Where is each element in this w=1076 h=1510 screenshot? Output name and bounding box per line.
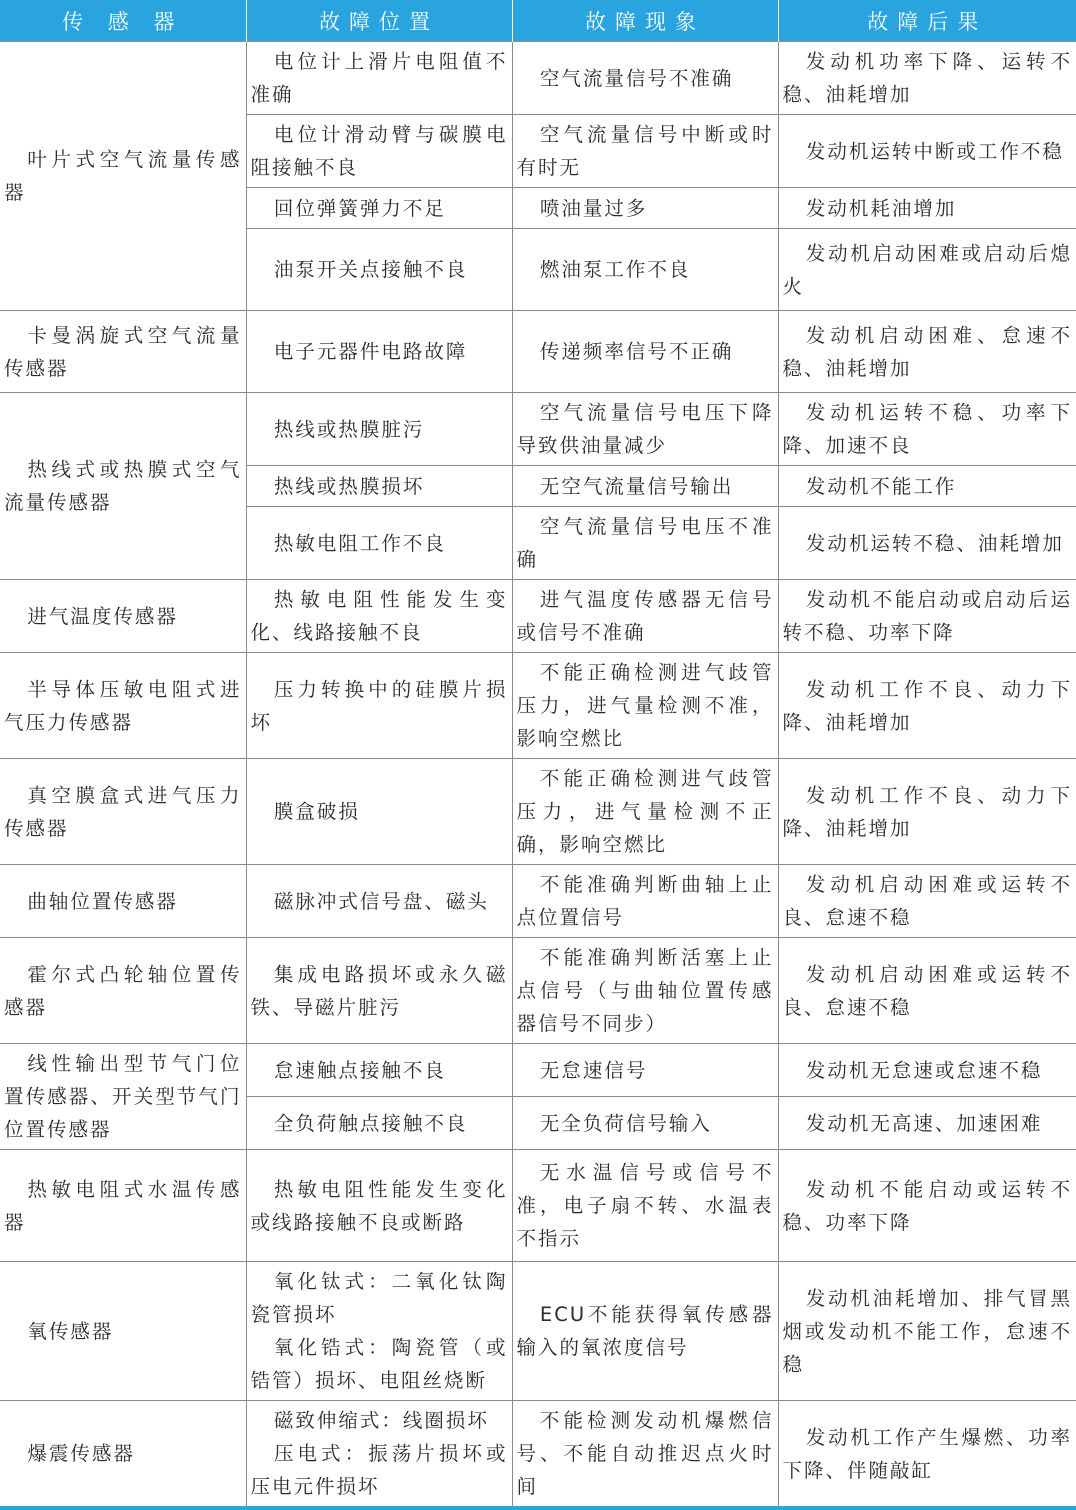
sensor-cell: 半导体压敏电阻式进气压力传感器	[0, 653, 246, 759]
table-body	[0, 42, 1076, 1509]
table-row	[0, 1150, 1076, 1262]
fault-location-cell: 热敏电阻工作不良	[246, 507, 512, 580]
header-row	[0, 0, 1076, 42]
table-row	[0, 865, 1076, 938]
fault-phenomenon-cell: 燃油泵工作不良	[512, 229, 778, 311]
sensor-cell: 叶片式空气流量传感器	[0, 42, 246, 311]
fault-consequence-cell: 发动机运转不稳、油耗增加	[778, 507, 1076, 580]
fault-phenomenon-cell: ECU不能获得氧传感器输入的氧浓度信号	[512, 1262, 778, 1401]
sensor-cell: 霍尔式凸轮轴位置传感器	[0, 938, 246, 1044]
fault-location-cell: 电子元器件电路故障	[246, 311, 512, 393]
fault-consequence-cell: 发动机无怠速或怠速不稳	[778, 1044, 1076, 1097]
table-row	[0, 938, 1076, 1044]
fault-location-cell: 全负荷触点接触不良	[246, 1097, 512, 1150]
fault-consequence-cell: 发动机不能启动或启动后运转不稳、功率下降	[778, 580, 1076, 653]
fault-phenomenon-cell: 不能正确检测进气歧管压力，进气量检测不准，影响空燃比	[512, 653, 778, 759]
sensor-cell: 热敏电阻式水温传感器	[0, 1150, 246, 1262]
fault-location-line: 氧化钛式：二氧化钛陶瓷管损坏	[250, 1270, 508, 1326]
fault-location-cell: 膜盒破损	[246, 759, 512, 865]
fault-location-cell: 怠速触点接触不良	[246, 1044, 512, 1097]
table-row	[0, 311, 1076, 393]
fault-location-cell: 回位弹簧弹力不足	[246, 188, 512, 229]
fault-phenomenon-cell: 进气温度传感器无信号或信号不准确	[512, 580, 778, 653]
fault-location-cell	[246, 1401, 512, 1509]
sensor-cell: 卡曼涡旋式空气流量传感器	[0, 311, 246, 393]
sensor-cell: 曲轴位置传感器	[0, 865, 246, 938]
fault-location-cell: 电位计上滑片电阻值不准确	[246, 42, 512, 115]
table-row	[0, 1262, 1076, 1401]
fault-phenomenon-cell: 空气流量信号电压下降导致供油量减少	[512, 393, 778, 466]
fault-phenomenon-cell: 空气流量信号电压不准确	[512, 507, 778, 580]
sensor-cell: 氧传感器	[0, 1262, 246, 1401]
fault-consequence-cell: 发动机工作不良、动力下降、油耗增加	[778, 759, 1076, 865]
fault-location-cell: 电位计滑动臂与碳膜电阻接触不良	[246, 115, 512, 188]
fault-consequence-cell: 发动机耗油增加	[778, 188, 1076, 229]
fault-phenomenon-cell: 无空气流量信号输出	[512, 466, 778, 507]
sensor-cell: 进气温度传感器	[0, 580, 246, 653]
header-fault-location: 故障位置	[246, 0, 512, 42]
header-fault-phenomenon: 故障现象	[512, 0, 778, 42]
fault-location-cell: 热线或热膜损坏	[246, 466, 512, 507]
fault-consequence-cell: 发动机工作产生爆燃、功率下降、伴随敲缸	[778, 1401, 1076, 1509]
fault-phenomenon-cell: 传递频率信号不正确	[512, 311, 778, 393]
table-row	[0, 393, 1076, 466]
table-row	[0, 580, 1076, 653]
fault-consequence-cell: 发动机工作不良、动力下降、油耗增加	[778, 653, 1076, 759]
fault-consequence-cell: 发动机启动困难、怠速不稳、油耗增加	[778, 311, 1076, 393]
fault-phenomenon-cell: 无怠速信号	[512, 1044, 778, 1097]
sensor-cell: 真空膜盒式进气压力传感器	[0, 759, 246, 865]
fault-consequence-cell: 发动机启动困难或运转不良、怠速不稳	[778, 938, 1076, 1044]
fault-location-line: 压电式：振荡片损坏或压电元件损坏	[250, 1442, 508, 1498]
fault-location-cell: 压力转换中的硅膜片损坏	[246, 653, 512, 759]
fault-consequence-cell: 发动机功率下降、运转不稳、油耗增加	[778, 42, 1076, 115]
fault-location-line: 氧化锆式：陶瓷管（或锆管）损坏、电阻丝烧断	[250, 1336, 508, 1392]
fault-consequence-cell: 发动机运转中断或工作不稳	[778, 115, 1076, 188]
fault-consequence-cell: 发动机不能启动或运转不稳、功率下降	[778, 1150, 1076, 1262]
table-row	[0, 653, 1076, 759]
fault-phenomenon-cell: 不能准确判断活塞上止点信号（与曲轴位置传感器信号不同步）	[512, 938, 778, 1044]
fault-phenomenon-cell: 不能正确检测进气歧管压力，进气量检测不正确，影响空燃比	[512, 759, 778, 865]
table-row	[0, 42, 1076, 115]
table-header	[0, 0, 1076, 42]
fault-location-cell: 热敏电阻性能发生变化、线路接触不良	[246, 580, 512, 653]
fault-phenomenon-cell: 空气流量信号中断或时有时无	[512, 115, 778, 188]
sensor-cell: 线性输出型节气门位置传感器、开关型节气门位置传感器	[0, 1044, 246, 1150]
fault-phenomenon-cell: 空气流量信号不准确	[512, 42, 778, 115]
fault-phenomenon-cell: 无全负荷信号输入	[512, 1097, 778, 1150]
fault-phenomenon-cell: 不能准确判断曲轴上止点位置信号	[512, 865, 778, 938]
sensor-cell: 热线式或热膜式空气流量传感器	[0, 393, 246, 580]
fault-phenomenon-cell: 喷油量过多	[512, 188, 778, 229]
fault-location-cell	[246, 1262, 512, 1401]
sensor-cell: 爆震传感器	[0, 1401, 246, 1509]
fault-location-cell: 集成电路损坏或永久磁铁、导磁片脏污	[246, 938, 512, 1044]
fault-consequence-cell: 发动机运转不稳、功率下降、加速不良	[778, 393, 1076, 466]
table-row	[0, 1044, 1076, 1097]
fault-location-cell: 磁脉冲式信号盘、磁头	[246, 865, 512, 938]
fault-consequence-cell: 发动机无高速、加速困难	[778, 1097, 1076, 1150]
fault-location-cell: 热线或热膜脏污	[246, 393, 512, 466]
fault-consequence-cell: 发动机启动困难或运转不良、怠速不稳	[778, 865, 1076, 938]
table-row	[0, 759, 1076, 865]
table-row	[0, 1401, 1076, 1509]
fault-consequence-cell: 发动机油耗增加、排气冒黑烟或发动机不能工作，怠速不稳	[778, 1262, 1076, 1401]
fault-location-cell: 油泵开关点接触不良	[246, 229, 512, 311]
fault-location-cell: 热敏电阻性能发生变化或线路接触不良或断路	[246, 1150, 512, 1262]
fault-location-line: 磁致伸缩式：线圈损坏	[273, 1409, 489, 1432]
header-fault-consequence: 故障后果	[778, 0, 1076, 42]
fault-consequence-cell: 发动机启动困难或启动后熄火	[778, 229, 1076, 311]
header-sensor: 传 感 器	[0, 0, 246, 42]
fault-phenomenon-cell: 不能检测发动机爆燃信号、不能自动推迟点火时间	[512, 1401, 778, 1509]
fault-consequence-cell: 发动机不能工作	[778, 466, 1076, 507]
fault-phenomenon-cell: 无水温信号或信号不准，电子扇不转、水温表不指示	[512, 1150, 778, 1262]
